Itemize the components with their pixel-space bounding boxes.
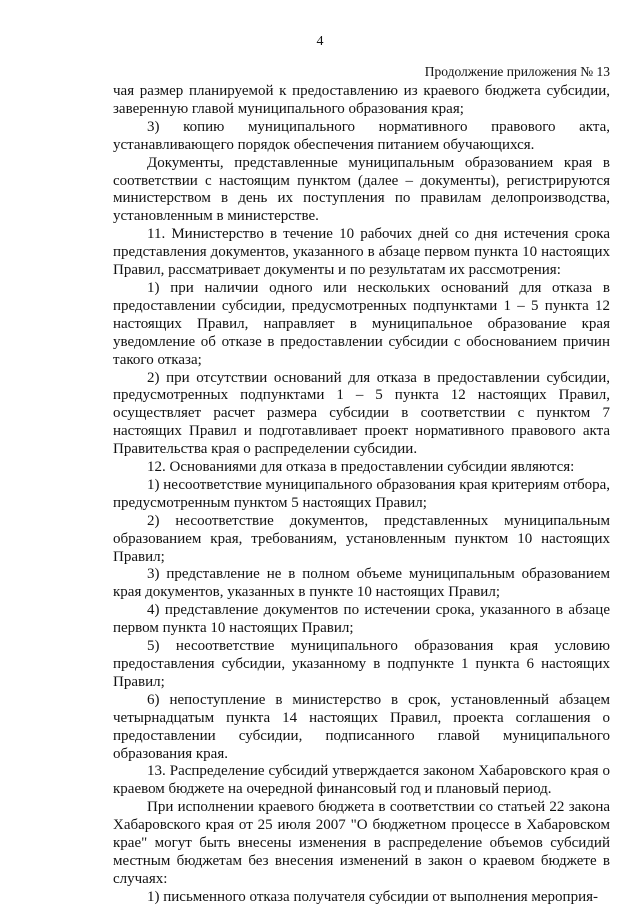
- paragraph: 3) копию муниципального нормативного правового акта, устанавливающего порядок обеспечения питанием обучающихся.: [113, 118, 610, 153]
- paragraph: 3) представление не в полном объеме муниципальным образованием края документов, указанных в пункте 10 настоящих Правил;: [113, 566, 610, 601]
- paragraph: 2) при отсутствии оснований для отказа в предоставлении субсидии, предусмотренных подпунктами 1 – 5 пункта 12 настоящих Правил, осуществляет расчет размера субсидии в соответствии с пунктом 7 настоящих Правил и подготавливает проект нормативного правового акта Правительства края о распределении субсидии.: [113, 369, 610, 458]
- paragraph: 5) несоответствие муниципального образования края условию предоставления субсидии, указанному в подпункте 1 пункта 6 настоящих Правил;: [113, 638, 610, 690]
- paragraph: 6) непоступление в министерство в срок, установленный абзацем четырнадцатым пункта 14 настоящих Правил, проекта соглашения о предоставлении субсидии, подписанного главой муниципального образования края.: [113, 691, 610, 762]
- page-number: 4: [316, 34, 324, 49]
- paragraph: Документы, представленные муниципальным образованием края в соответствии с настоящим пунктом (далее – документы), регистрируются министерством в день их поступления по правилам делопроизводства, установленным в министерстве.: [113, 154, 610, 225]
- paragraph: 1) при наличии одного или нескольких оснований для отказа в предоставлении субсидии, предусмотренных подпунктами 1 – 5 пункта 12 настоящих Правил, направляет в муниципальное образование края уведомление об отказе в предоставлении субсидии с обоснованием причин такого отказа;: [113, 279, 610, 368]
- paragraph: 13. Распределение субсидий утверждается законом Хабаровского края о краевом бюджете на очередной финансовый год и плановый период.: [113, 763, 610, 798]
- paragraph: 4) представление документов по истечении срока, указанного в абзаце первом пункта 10 настоящих Правил;: [113, 602, 610, 637]
- paragraph: 1) письменного отказа получателя субсидии от выполнения мероприя-: [147, 888, 599, 905]
- paragraph: 1) несоответствие муниципального образования края критериям отбора, предусмотренным пунктом 5 настоящих Правил;: [113, 476, 610, 511]
- paragraph: 12. Основаниями для отказа в предоставлении субсидии являются:: [147, 459, 575, 476]
- appendix-note: Продолжение приложения № 13: [424, 64, 610, 79]
- paragraph: При исполнении краевого бюджета в соответствии со статьей 22 закона Хабаровского края от 25 июля 2007 "О бюджетном процессе в Хабаровском крае" могут быть внесены изменения в распределение объемов субсидий местным бюджетам без внесения изменений в закон о краевом бюджете в случаях:: [113, 799, 610, 887]
- paragraph: 11. Министерство в течение 10 рабочих дней со дня истечения срока представления документов, указанного в абзаце первом пункта 10 настоящих Правил, рассматривает документы и по результатам их рассмотрения:: [113, 226, 610, 279]
- body-text: [113, 83, 610, 907]
- paragraph: чая размер планируемой к предоставлению из краевого бюджета субсидии, заверенную главой муниципального образования края;: [113, 83, 610, 117]
- paragraph: 2) несоответствие документов, представленных муниципальным образованием края, требованиям, установленным пунктом 10 настоящих Правил;: [113, 512, 610, 565]
